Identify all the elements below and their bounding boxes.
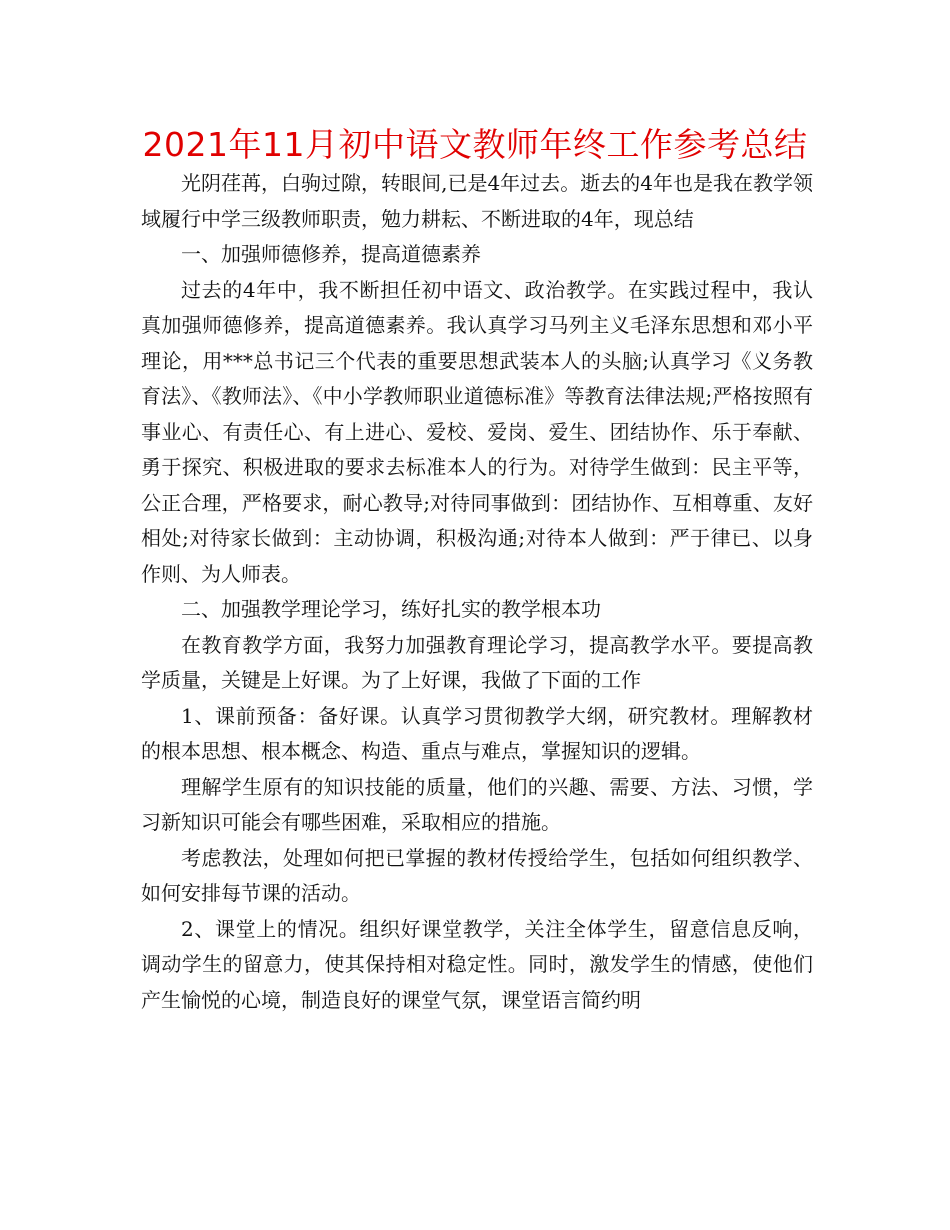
paragraph-students: 理解学生原有的知识技能的质量，他们的兴趣、需要、方法、习惯，学习新知识可能会有哪些困难，采取相应的措施。 <box>141 774 813 834</box>
paragraph-teaching: 在教育教学方面，我努力加强教育理论学习，提高教学水平。要提高教学质量，关键是上好课。为了上好课，我做了下面的工作 <box>141 632 813 692</box>
paragraph-classroom: 2、课堂上的情况。组织好课堂教学，关注全体学生，留意信息反响，调动学生的留意力，使其保持相对稳定性。同时，激发学生的情感，使他们产生愉悦的心境，制造良好的课堂气氛，课堂语言简约明 <box>141 916 813 1012</box>
paragraph-lesson-prep: 1、课前预备：备好课。认真学习贯彻教学大纲，研究教材。理解教材的根本思想、根本概念、构造、重点与难点，掌握知识的逻辑。 <box>141 703 813 763</box>
document-body <box>141 166 813 1018</box>
paragraph-methods: 考虑教法，处理如何把已掌握的教材传授给学生，包括如何组织教学、如何安排每节课的活动。 <box>141 845 813 905</box>
paragraph-ethics: 过去的4年中，我不断担任初中语文、政治教学。在实践过程中，我认真加强师德修养，提高道德素养。我认真学习马列主义毛泽东思想和邓小平理论，用***总书记三个代表的重要思想武装本人的头脑;认真学习《义务教育法》、《教师法》、《中小学教师职业道德标准》等教育法律法规;严格按照有事业心、有责任心、有上进心、爱校、爱岗、爱生、团结协作、乐于奉献、勇于探究、积极进取的要求去标准本人的行为。对待学生做到：民主平等，公正合理，严格要求，耐心教导;对待同事做到：团结协作、互相尊重、友好相处;对待家长做到：主动协调，积极沟通;对待本人做到：严于律已、以身作则、为人师表。 <box>141 277 813 586</box>
section-heading-2: 二、加强教学理论学习，练好扎实的教学根本功 <box>181 597 601 621</box>
document-title: 2021年11月初中语文教师年终工作参考总结 <box>142 125 808 164</box>
paragraph-intro: 光阴荏苒，白驹过隙，转眼间,已是4年过去。逝去的4年也是我在教学领域履行中学三级教师职责，勉力耕耘、不断进取的4年，现总结 <box>141 171 813 231</box>
section-heading-1: 一、加强师德修养，提高道德素养 <box>181 242 481 266</box>
